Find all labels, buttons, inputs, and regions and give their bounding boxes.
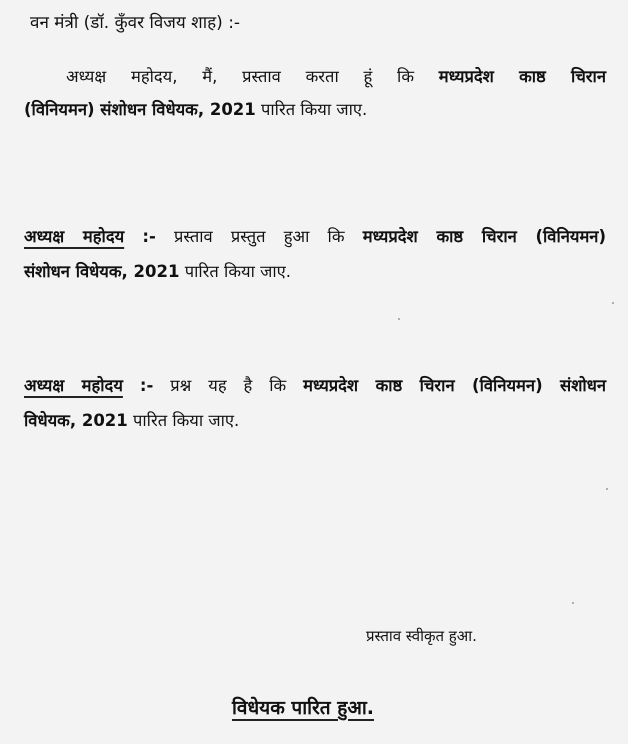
para2-line2	[24, 261, 291, 283]
scan-speck	[606, 488, 608, 490]
para1-text: पारित किया जाए.	[261, 100, 368, 119]
bill-name-part: (विनियमन) संशोधन विधेयक, 2021	[24, 100, 256, 119]
bill-name-part: संशोधन विधेयक, 2021	[24, 262, 180, 281]
para2-text: प्रस्ताव प्रस्तुत हुआ कि	[174, 227, 345, 246]
minister-heading	[30, 12, 240, 34]
para1-line1	[66, 66, 606, 88]
para3-line1	[24, 375, 606, 397]
para1-line2	[24, 99, 367, 121]
para3-text: पारित किया जाए.	[133, 411, 240, 430]
motion-accepted	[366, 625, 477, 647]
bill-name-part: मध्यप्रदेश काष्ठ चिरान (विनियमन) संशोधन	[303, 376, 607, 395]
speaker-label: अध्यक्ष महोदय	[24, 227, 125, 246]
bill-passed	[232, 697, 374, 719]
bill-name-part: मध्यप्रदेश काष्ठ चिरान	[438, 67, 606, 86]
minister-text: वन मंत्री (डॉ. कुँवर विजय शाह) :-	[30, 13, 241, 33]
bill-name-part: मध्यप्रदेश काष्ठ चिरान (विनियमन)	[362, 227, 607, 246]
scan-speck	[398, 318, 400, 320]
para2-text: पारित किया जाए.	[184, 262, 291, 281]
para2-line1	[24, 226, 606, 248]
para3-line2	[24, 410, 239, 432]
para3-text: प्रश्न यह है कि	[170, 376, 287, 395]
speaker-separator: :-	[142, 227, 156, 246]
bill-passed-text: विधेयक पारित हुआ.	[232, 697, 374, 719]
para1-text: अध्यक्ष महोदय, मैं, प्रस्ताव करता हूं कि	[66, 67, 414, 86]
motion-accepted-text: प्रस्ताव स्वीकृत हुआ.	[366, 627, 477, 645]
scan-speck	[612, 302, 614, 304]
bill-name-part: विधेयक, 2021	[24, 411, 128, 430]
speaker-label: अध्यक्ष महोदय	[24, 376, 123, 395]
scan-speck	[572, 602, 574, 604]
speaker-separator: :-	[139, 376, 154, 395]
